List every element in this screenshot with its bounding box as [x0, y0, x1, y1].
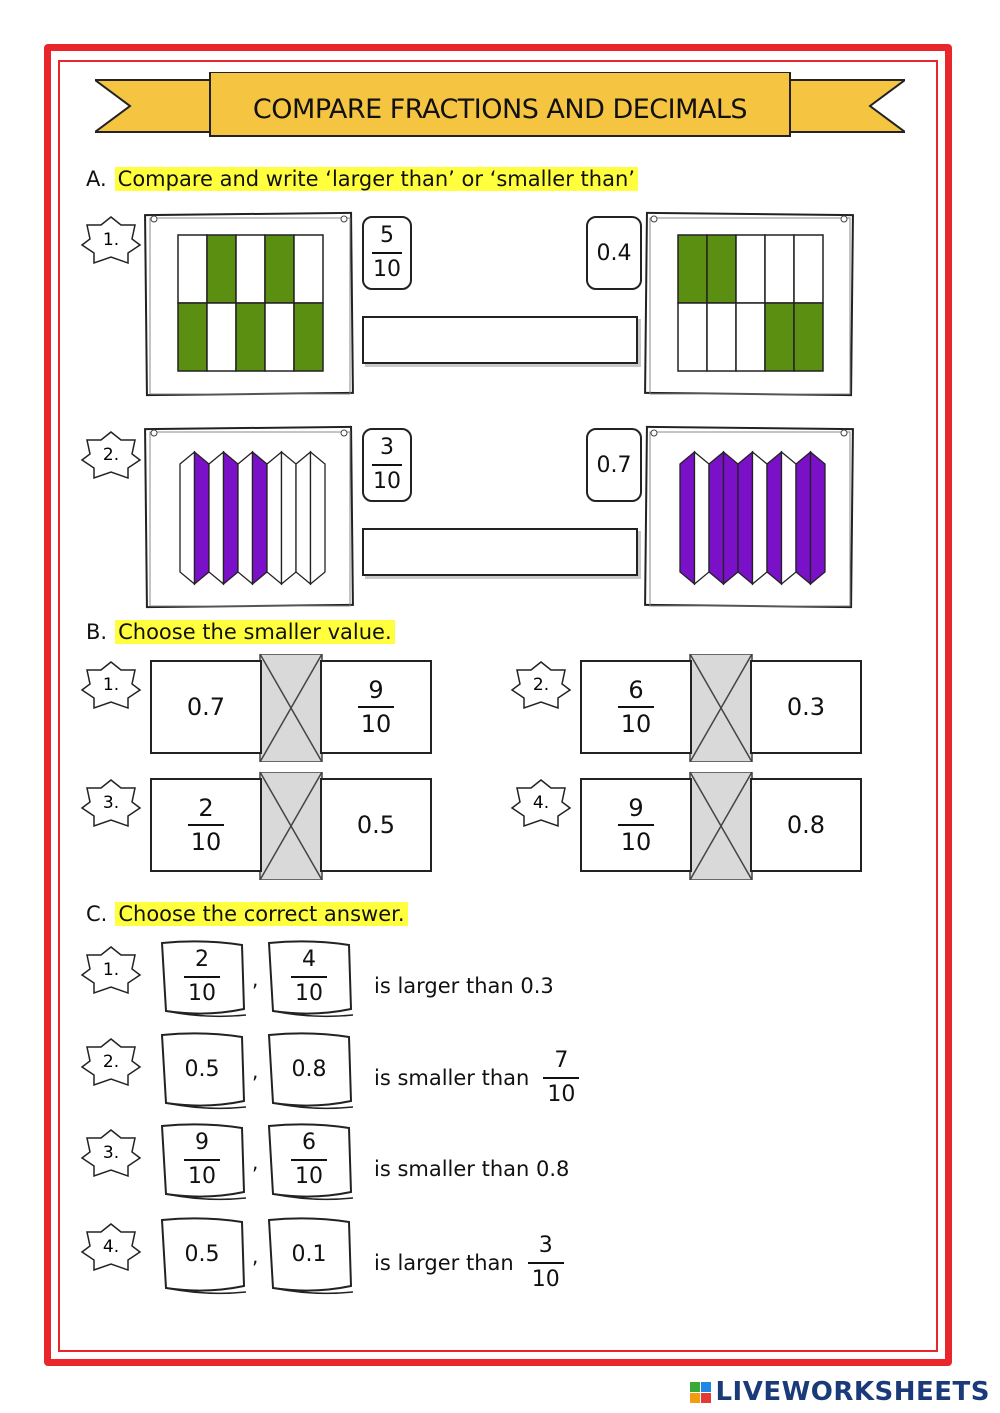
- item-number-badge: [80, 660, 142, 710]
- strip-piece: [267, 452, 282, 584]
- grid-cell: [178, 303, 207, 371]
- fraction-denominator: 10: [531, 1267, 560, 1292]
- compare-pair: [580, 772, 865, 880]
- option-value: [164, 945, 240, 1009]
- grid-cell: [207, 235, 236, 303]
- item-number: 4.: [532, 793, 550, 813]
- separator: ,: [252, 1150, 259, 1174]
- fraction-denominator: 10: [620, 828, 652, 856]
- fraction-numerator: 3: [380, 435, 394, 460]
- grid-cell: [678, 303, 707, 371]
- statement: [374, 1134, 569, 1204]
- right-picture-frame: [640, 424, 858, 612]
- section-c-heading: [86, 901, 408, 927]
- strip-piece: [811, 452, 826, 584]
- fraction-numerator: 3: [538, 1233, 553, 1258]
- grid-cell: [294, 235, 323, 303]
- section-c-instruction: Choose the correct answer.: [115, 902, 407, 926]
- right-picture-frame: [640, 210, 858, 400]
- fraction-numerator: 2: [198, 794, 214, 822]
- section-b-letter: B.: [86, 620, 108, 644]
- fraction-numerator: 9: [368, 676, 384, 704]
- fraction-denominator: 10: [360, 710, 392, 738]
- tenths-grid-right: [678, 235, 823, 371]
- option-a-card[interactable]: [158, 939, 248, 1019]
- fraction-numerator: 6: [628, 676, 644, 704]
- statement-fraction: [543, 1048, 579, 1108]
- strip-piece: [738, 452, 753, 584]
- logo-icon: [690, 1382, 711, 1403]
- fraction-card: [362, 428, 412, 502]
- grid-cell: [765, 235, 794, 303]
- option-right[interactable]: 0.3: [750, 660, 862, 754]
- item-number: 2.: [102, 1052, 120, 1072]
- section-c-letter: C.: [86, 902, 108, 926]
- item-number-badge: [80, 430, 142, 480]
- option-left[interactable]: [150, 778, 262, 872]
- fraction-denominator: 10: [373, 257, 401, 282]
- statement-text: is larger than 0.3: [374, 974, 554, 998]
- decimal-card: 0.4: [586, 216, 642, 290]
- grid-cell: [765, 303, 794, 371]
- option-left[interactable]: [580, 660, 692, 754]
- fraction-numerator: 9: [628, 794, 644, 822]
- item-number-badge: [80, 1222, 142, 1272]
- option-value: 0.8: [291, 1056, 327, 1082]
- option-value: [271, 1128, 347, 1192]
- statement-fraction: [528, 1233, 564, 1293]
- item-number-badge: [80, 1128, 142, 1178]
- section-a-letter: A.: [86, 167, 107, 191]
- grid-cell: [794, 235, 823, 303]
- fraction-denominator: 10: [547, 1082, 576, 1107]
- strip-piece: [253, 452, 268, 584]
- item-number: 4.: [102, 1237, 120, 1257]
- fraction-denominator: 10: [190, 828, 222, 856]
- fraction-denominator: 10: [188, 1164, 216, 1189]
- compare-pair: [580, 654, 865, 762]
- fraction-denominator: 10: [295, 981, 323, 1006]
- option-b-card[interactable]: [265, 1216, 355, 1296]
- tenths-strips-left: [180, 452, 325, 584]
- fraction-denominator: 10: [188, 981, 216, 1006]
- item-number: 1.: [102, 675, 120, 695]
- option-left[interactable]: 0.7: [150, 660, 262, 754]
- grid-cell: [294, 303, 323, 371]
- grid-cell: [678, 235, 707, 303]
- left-picture-frame: [140, 424, 358, 612]
- grid-cell: [236, 235, 265, 303]
- separator: ,: [252, 1059, 259, 1083]
- fraction-numerator: 5: [380, 223, 394, 248]
- statement: [374, 1228, 564, 1298]
- fraction-numerator: 2: [195, 947, 209, 972]
- grid-cell: [736, 303, 765, 371]
- strip-piece: [180, 452, 195, 584]
- tenths-strips-right: [680, 452, 825, 584]
- fraction-numerator: 7: [554, 1048, 569, 1073]
- strip-piece: [311, 452, 326, 584]
- strip-piece: [282, 452, 297, 584]
- page-title: COMPARE FRACTIONS AND DECIMALS: [252, 93, 748, 125]
- strip-piece: [680, 452, 695, 584]
- item-number: 1.: [102, 230, 120, 250]
- decimal-card: 0.7: [586, 428, 642, 502]
- item-number-badge: [80, 945, 142, 995]
- grid-cell: [736, 235, 765, 303]
- option-value: 0.5: [184, 1241, 220, 1267]
- section-b-heading: [86, 619, 395, 645]
- section-a-heading: [86, 166, 638, 192]
- compare-pair: [150, 772, 435, 880]
- tenths-grid-left: [178, 235, 323, 371]
- option-right[interactable]: [320, 660, 432, 754]
- separator: ,: [252, 967, 259, 991]
- strip-piece: [767, 452, 782, 584]
- strip-piece: [195, 452, 210, 584]
- option-value: [164, 1128, 240, 1192]
- grid-cell: [794, 303, 823, 371]
- strip-piece: [296, 452, 311, 584]
- statement-text: is smaller than 0.8: [374, 1157, 570, 1181]
- option-value: 0.5: [184, 1056, 220, 1082]
- item-number: 3.: [102, 793, 120, 813]
- item-number-badge: [510, 660, 572, 710]
- item-number: 2.: [532, 675, 550, 695]
- item-number-badge: [510, 778, 572, 828]
- answer-input-1[interactable]: [362, 316, 638, 364]
- section-b-instruction: Choose the smaller value.: [115, 620, 395, 644]
- statement: [374, 951, 554, 1021]
- fraction-denominator: 10: [620, 710, 652, 738]
- fraction-denominator: 10: [295, 1164, 323, 1189]
- strip-piece: [753, 452, 768, 584]
- grid-cell: [178, 235, 207, 303]
- grid-cell: [707, 303, 736, 371]
- liveworksheets-logo: [690, 1377, 990, 1407]
- strip-piece: [782, 452, 797, 584]
- grid-cell: [265, 235, 294, 303]
- grid-cell: [236, 303, 265, 371]
- grid-cell: [707, 235, 736, 303]
- fraction-numerator: 9: [195, 1130, 209, 1155]
- option-b-card[interactable]: [265, 1122, 355, 1202]
- compare-pair: [150, 654, 435, 762]
- option-a-card[interactable]: [158, 1216, 248, 1296]
- strip-piece: [695, 452, 710, 584]
- grid-cell: [265, 303, 294, 371]
- item-number: 1.: [102, 960, 120, 980]
- statement-text: is smaller than: [374, 1066, 530, 1090]
- option-value: 0.1: [291, 1241, 327, 1267]
- strip-piece: [209, 452, 224, 584]
- statement: [374, 1043, 579, 1113]
- item-number: 2.: [102, 445, 120, 465]
- strip-piece: [796, 452, 811, 584]
- fraction-numerator: 6: [302, 1130, 316, 1155]
- option-value: [271, 945, 347, 1009]
- option-right[interactable]: 0.8: [750, 778, 862, 872]
- fraction-numerator: 4: [302, 947, 316, 972]
- strip-piece: [224, 452, 239, 584]
- item-number-badge: [80, 215, 142, 265]
- answer-input-2[interactable]: [362, 528, 638, 576]
- item-number: 3.: [102, 1143, 120, 1163]
- strip-piece: [238, 452, 253, 584]
- grid-cell: [207, 303, 236, 371]
- item-number-badge: [80, 778, 142, 828]
- strip-piece: [724, 452, 739, 584]
- separator: ,: [252, 1244, 259, 1268]
- statement-text: is larger than: [374, 1251, 514, 1275]
- strip-piece: [709, 452, 724, 584]
- item-number-badge: [80, 1037, 142, 1087]
- left-picture-frame: [140, 210, 358, 400]
- option-a-card[interactable]: [158, 1122, 248, 1202]
- fraction-card: [362, 216, 412, 290]
- option-right[interactable]: 0.5: [320, 778, 432, 872]
- option-left[interactable]: [580, 778, 692, 872]
- option-b-card[interactable]: [265, 1031, 355, 1111]
- section-a-instruction: Compare and write ‘larger than’ or ‘smaller than’: [115, 167, 638, 191]
- option-b-card[interactable]: [265, 939, 355, 1019]
- brand-text: LIVEWORKSHEETS: [715, 1377, 990, 1407]
- fraction-denominator: 10: [373, 469, 401, 494]
- option-a-card[interactable]: [158, 1031, 248, 1111]
